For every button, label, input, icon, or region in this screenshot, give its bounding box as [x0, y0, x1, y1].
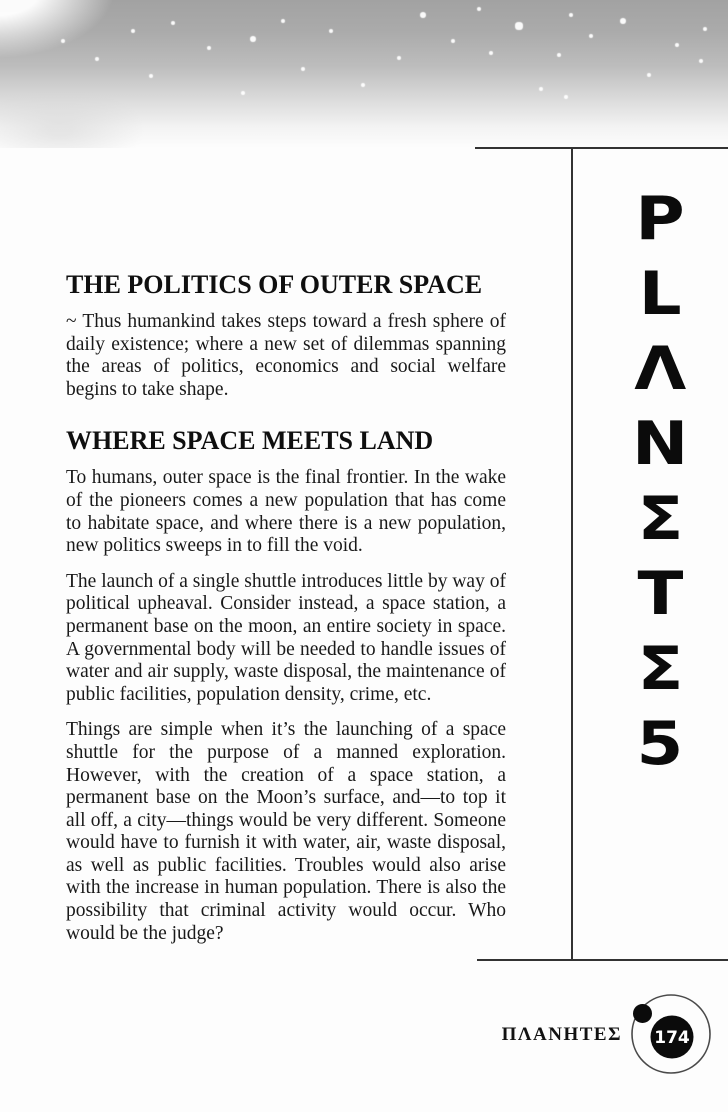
satellite-dot	[633, 1004, 652, 1023]
sidebar-logo-planetes	[572, 182, 728, 782]
logo-letter: P	[635, 184, 685, 254]
section-where-space-meets-land	[66, 426, 506, 945]
logo-letter: N	[631, 409, 689, 479]
sidebar-bottom-rule	[477, 959, 728, 961]
series-title: ΠΛΑΝΗΤΕΣ	[501, 1024, 622, 1045]
section-politics-of-outer-space	[66, 270, 506, 401]
logo-letter: Σ	[637, 484, 683, 554]
page-content	[66, 270, 506, 945]
page-number: 174	[654, 1028, 690, 1048]
section-heading: WHERE SPACE MEETS LAND	[66, 426, 434, 456]
logo-letter: L	[638, 259, 682, 329]
paragraph: To humans, outer space is the final frontier. In the wake of the pioneers comes a new population that has come to habitate space, and where there is a new population, new politics sweeps in to fill the void.	[66, 467, 506, 557]
star-speckles	[0, 0, 2, 2]
paragraph: ~ Thus humankind takes steps toward a fresh sphere of daily existence; where a new set of dilemmas spanning the areas of politics, economics and social welfare begins to take shape.	[66, 311, 506, 400]
logo-letter: Λ	[633, 334, 687, 404]
logo-letter: Σ	[637, 634, 683, 704]
section-heading: THE POLITICS OF OUTER SPACE	[66, 270, 483, 299]
orbit-logo	[629, 992, 715, 1078]
paragraph: Things are simple when it’s the launching of a space shuttle for the purpose of a manned exploration. However, with the creation of a space station, a permanent base on the Moon’s surface, and—to top it all off, a city—things would be very different. Someone would have to furnish it with water, air, waste disposal, as well as public facilities. Troubles would also arise with the increase in human population. There is also the possibility that criminal activity would occur. Who would be the judge?	[66, 719, 506, 944]
paragraph: The launch of a single shuttle introduces little by way of political upheaval. Consider instead, a space station, a permanent base on the moon, an entire society in space. A governmental body will be needed to handle issues of water and air supply, waste disposal, the maintenance of public facilities, population density, crime, etc.	[66, 570, 506, 705]
logo-letter: 5	[636, 709, 684, 779]
logo-letter: T	[637, 559, 683, 629]
starfield-scan-texture	[0, 0, 728, 148]
sidebar-top-rule	[475, 147, 728, 149]
